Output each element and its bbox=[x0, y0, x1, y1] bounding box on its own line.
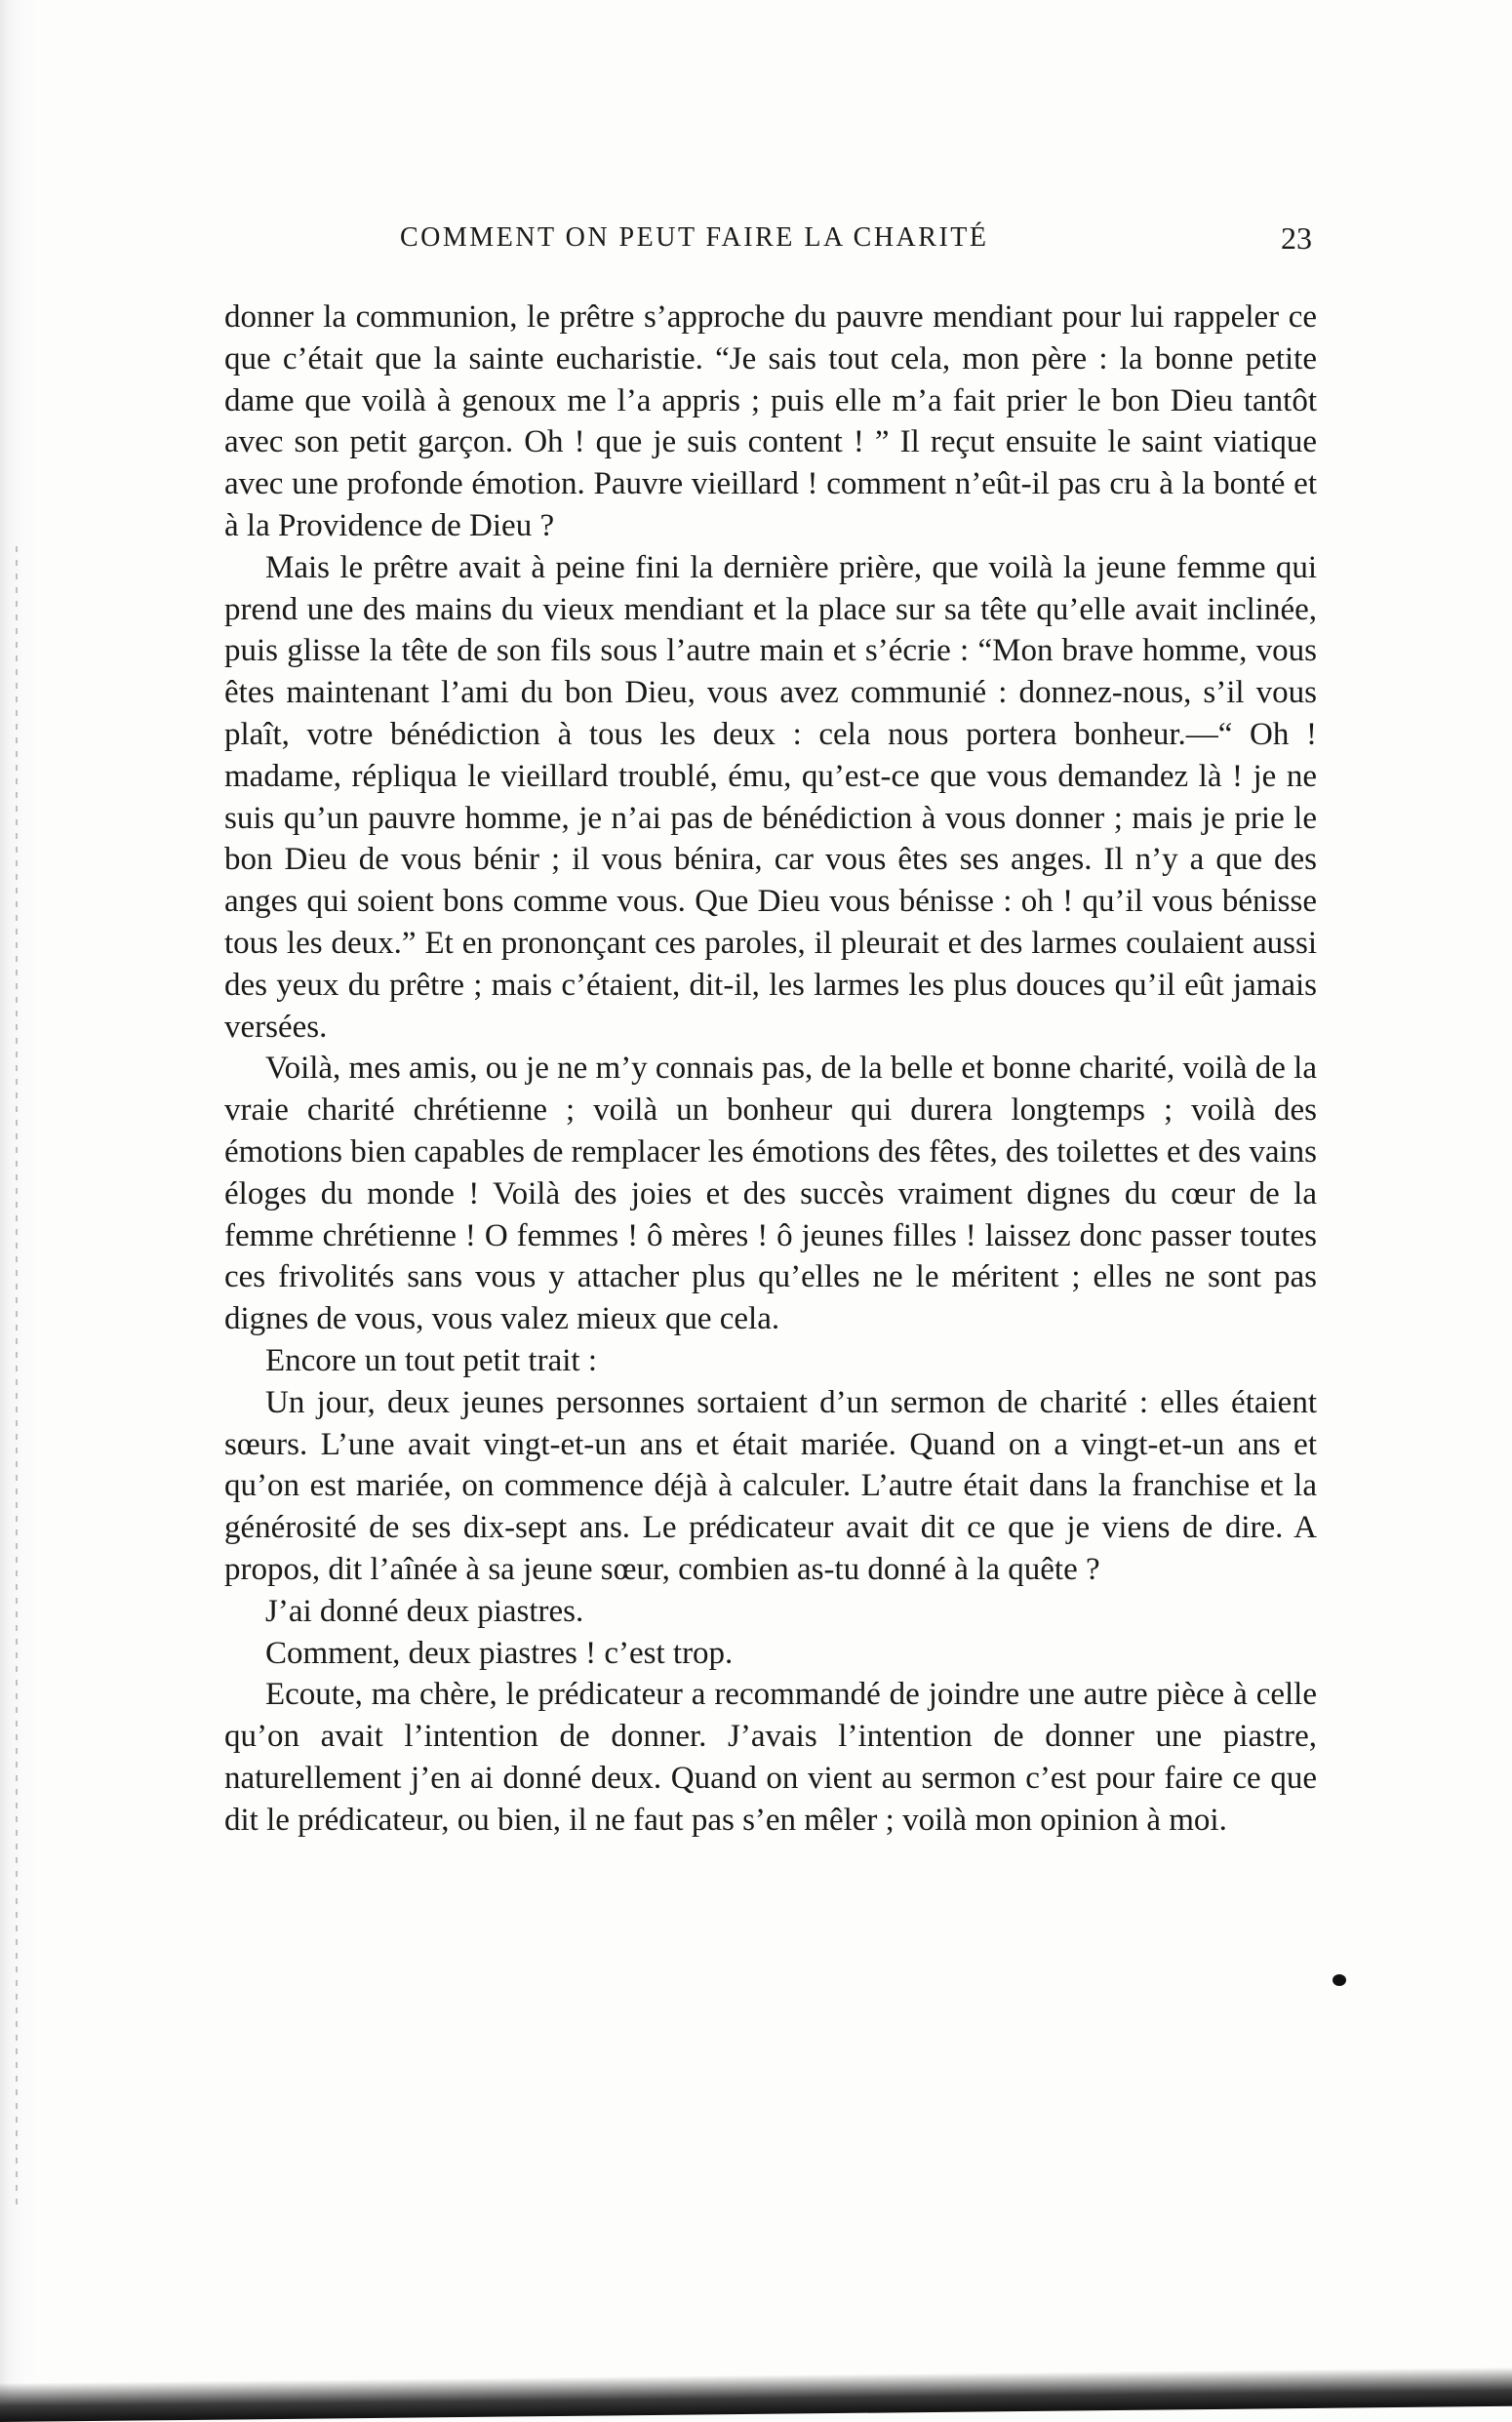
binding-edge-marks bbox=[16, 546, 18, 2204]
page-bottom-edge-shadow bbox=[0, 2367, 1512, 2422]
paragraph-1: donner la communion, le prêtre s’approche du pauvre mendiant pour lui rappeler ce que c’était que la sainte eucharistie. “Je sais tout cela, mon père : la bonne petite dame que voilà à genoux me l’a appris ; puis elle m’a fait prier le bon Dieu tantôt avec son petit garçon. Oh ! que je suis content ! ” Il reçut ensuite le saint viatique avec une profonde émotion. Pauvre vieillard ! comment n’eût-il pas cru à la bonté et à la Providence de Dieu ? bbox=[224, 299, 1317, 543]
paragraph-6: J’ai donné deux piastres. bbox=[265, 1593, 584, 1629]
paragraph-8: Ecoute, ma chère, le prédicateur a recommandé de joindre une autre pièce à celle qu’on avait l’intention de donner. J’avais l’intention de donner une piastre, naturellement j’en ai donné deux. Quand on vient au sermon c’est pour faire ce que dit le prédicateur, ou bien, il ne faut pas s’en mêler ; voilà mon opinion à moi. bbox=[224, 1677, 1317, 1838]
ink-spot bbox=[1333, 1974, 1346, 1986]
paragraph-5: Un jour, deux jeunes personnes sortaient d’un sermon de charité : elles étaient sœurs. L’une avait vingt-et-un ans et était mariée. Quand on a vingt-et-un ans et qu’on est mariée, on commence déjà à calculer. L’autre était dans la franchise et la générosité de ses dix-sept ans. Le prédicateur avait dit ce que je viens de dire. A propos, dit l’aînée à sa jeune sœur, combien as-tu donné à la quête ? bbox=[224, 1384, 1317, 1587]
paragraph-3: Voilà, mes amis, ou je ne m’y connais pas, de la belle et bonne charité, voilà de la vraie charité chrétienne ; voilà un bonheur qui durera longtemps ; voilà des émotions bien capables de remplacer les émotions des fêtes, des toilettes et des vains éloges du monde ! Voilà des joies et des succès vraiment dignes du cœur de la femme chrétienne ! O femmes ! ô mères ! ô jeunes filles ! laissez donc passer toutes ces frivolités sans vous y attacher plus qu’elles ne le méritent ; elles ne sont pas dignes de vous, vous valez mieux que cela. bbox=[224, 1051, 1317, 1337]
page-gutter-shadow bbox=[0, 0, 37, 2422]
paragraph-2: Mais le prêtre avait à peine fini la dernière prière, que voilà la jeune femme qui prend une des mains du vieux mendiant et la place sur sa tête qu’elle avait inclinée, puis glisse la tête de son fils sous l’autre main et s’écrie : “Mon brave homme, vous êtes maintenant l’ami du bon Dieu, vous avez communié : donnez-nous, s’il vous plaît, votre bénédiction à tous les deux : cela nous portera bonheur.—“ Oh ! madame, répliqua le vieillard troublé, ému, qu’est-ce que vous demandez là ! je ne suis qu’un pauvre homme, je n’ai pas de bénédiction à vous donner ; mais je prie le bon Dieu de vous bénir ; il vous bénira, car vous êtes ses anges. Il n’y a que des anges qui soient bons comme vous. Que Dieu vous bénisse : oh ! qu’il vous bénisse tous les deux.” Et en prononçant ces paroles, il pleurait et des larmes coulaient aussi des yeux du prêtre ; mais c’étaient, dit-il, les larmes les plus douces qu’il eût jamais versées. bbox=[224, 549, 1317, 1045]
paragraph-7: Comment, deux piastres ! c’est trop. bbox=[265, 1635, 734, 1671]
body-text bbox=[224, 297, 1317, 1841]
paragraph-4: Encore un tout petit trait : bbox=[265, 1342, 597, 1378]
running-title: COMMENT ON PEUT FAIRE LA CHARITÉ bbox=[400, 222, 989, 253]
page-number: 23 bbox=[1281, 220, 1312, 256]
running-header bbox=[224, 222, 1312, 265]
